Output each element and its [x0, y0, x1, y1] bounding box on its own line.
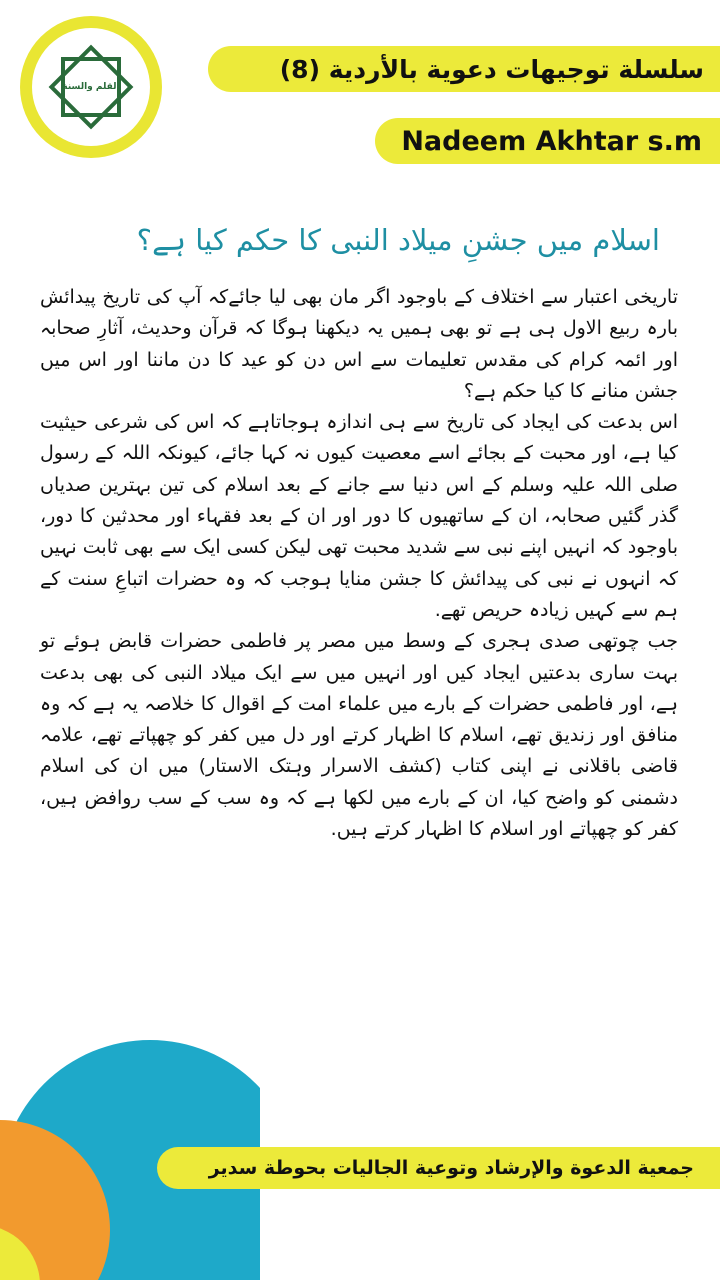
footer-organization: جمعية الدعوة والإرشاد وتوعية الجاليات بحوطة سدير [208, 1157, 694, 1179]
organization-logo [20, 16, 162, 158]
series-title-bar [208, 46, 720, 92]
article-body [40, 282, 678, 845]
paragraph-1: تاریخی اعتبار سے اختلاف کے باوجود اگر مان بھی لیا جائےکہ آپ کی تاریخ پیدائش بارہ ربیع الاول ہی ہے تو بھی ہمیں یہ دیکھنا ہوگا کہ قرآن وحدیث، آثارِ صحابہ اور ائمہ کرام کی مقدس تعلیمات سے اس دن کو عید کا دن ماننا اور اس میں جشن منانے کا کیا حکم ہے؟ [40, 286, 678, 402]
page-title: اسلام میں جشنِ میلاد النبی کا حکم کیا ہے؟ [136, 223, 660, 257]
logo-seal [32, 28, 150, 146]
series-title: سلسلة توجيهات دعوية بالأردية (8) [279, 54, 704, 84]
author-bar [375, 118, 720, 164]
paragraph-2: اس بدعت کی ایجاد کی تاریخ سے ہی اندازہ ہوجاتاہے کہ اس کی شرعی حیثیت کیا ہے، اور محبت کے بجائے اسے معصیت کیوں نہ کہا جائے، کیونکہ اللہ کے رسول صلی اللہ علیہ وسلم کے اس دنیا سے جانے کے بعد اسلام کی تین بہترین صدیاں گذر گئیں صحابہ، ان کے ساتھیوں کا دور اور ان کے بعد فقہاء اور محدثین کا دور، باوجود کہ انہیں اپنے نبی سے شدید محبت تھی لیکن کسی ایک سے بھی ثابت نہیں کہ انہوں نے نبی کی پیدائش کا جشن منایا ہوجب کہ وہ حضرات اتباعِ سنت کے ہم سے کہیں زیادہ حریص تھے. [40, 411, 678, 621]
logo-text: القلم والسنة [62, 82, 120, 92]
footer-bar [157, 1147, 720, 1189]
paragraph-3: جب چوتھی صدی ہجری کے وسط میں مصر پر فاطمی حضرات قابض ہوئے تو بہت ساری بدعتیں ایجاد کیں اور انہیں میں سے ایک میلاد النبی کی بھی بدعت ہے، اور فاطمی حضرات کے بارے میں علماء امت کے اقوال کا خلاصہ یہ ہے کہ وہ منافق اور زندیق تھے، اسلام کا اظہار کرتے اور دل میں کفر کو چھپاتے تھے، علامہ قاضی باقلانی نے اپنی کتاب (کشف الاسرار وہتک الاستار) میں ان کی اسلام دشمنی کو واضح کیا، ان کے بارے میں لکھا ہے کہ وہ سب کے سب روافض ہیں، کفر کو چھپاتے اور اسلام کا اظہار کرتے ہیں. [40, 630, 678, 841]
author-name: Nadeem Akhtar s.m [401, 125, 702, 157]
